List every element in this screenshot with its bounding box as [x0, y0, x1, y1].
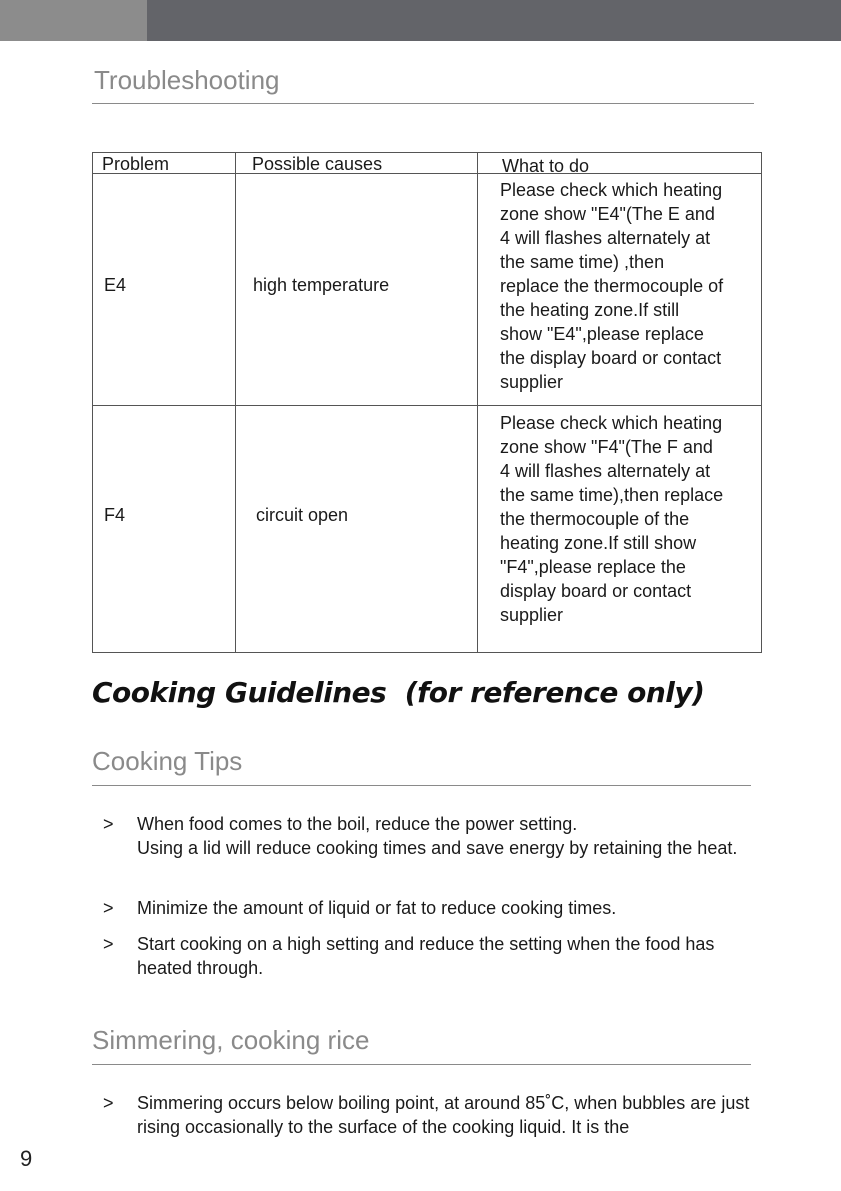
cooking-tips-title: Cooking Tips	[92, 746, 243, 776]
header-problem: Problem	[102, 154, 170, 174]
table-divider	[93, 173, 761, 174]
troubleshooting-rule	[92, 103, 754, 104]
bullet-marker: >	[103, 898, 114, 918]
what-to-do-cell: Please check which heating zone show "F4"(The F and 4 will flashes alternately at the same time),then replace the thermocouple of the heating zone.If still show "F4",please replace the display board or contact supplier	[500, 413, 724, 625]
table-divider	[235, 153, 236, 652]
what-to-do-cell: Please check which heating zone show "E4"(The E and 4 will flashes alternately at the same time) ,then replace the thermocouple of the heating zone.If still show "E4",please replace the display board or contact supplier	[500, 180, 724, 392]
cooking-tip-item: When food comes to the boil, reduce the power setting. Using a lid will reduce cooking times and save energy by retaining the heat.	[137, 814, 738, 858]
bullet-marker: >	[103, 814, 114, 834]
cooking-guidelines-heading: Cooking Guidelines (for reference only)	[92, 676, 705, 709]
table-divider	[93, 405, 761, 406]
bullet-marker: >	[103, 1093, 114, 1113]
problem-cell: E4	[104, 275, 127, 295]
header-bar-left	[0, 0, 147, 41]
table-divider	[477, 153, 478, 652]
troubleshooting-title: Troubleshooting	[94, 65, 280, 95]
cooking-tips-rule	[92, 785, 751, 786]
cooking-tip-item: Minimize the amount of liquid or fat to reduce cooking times.	[137, 898, 617, 918]
header-possible-causes: Possible causes	[252, 154, 383, 174]
simmering-title: Simmering, cooking rice	[92, 1025, 370, 1055]
troubleshooting-table	[92, 152, 762, 653]
simmering-rule	[92, 1064, 751, 1065]
cause-cell: high temperature	[253, 275, 390, 295]
header-bar-right	[147, 0, 841, 41]
page-number: 9	[20, 1146, 33, 1171]
problem-cell: F4	[104, 505, 126, 525]
header-what-to-do: What to do	[502, 156, 590, 176]
cooking-tip-item: Start cooking on a high setting and reduce the setting when the food has heated through.	[137, 934, 715, 978]
simmering-item: Simmering occurs below boiling point, at around 85˚C, when bubbles are just rising occasionally to the surface of the cooking liquid. It is the	[137, 1093, 750, 1137]
bullet-marker: >	[103, 934, 114, 954]
cause-cell: circuit open	[256, 505, 349, 525]
